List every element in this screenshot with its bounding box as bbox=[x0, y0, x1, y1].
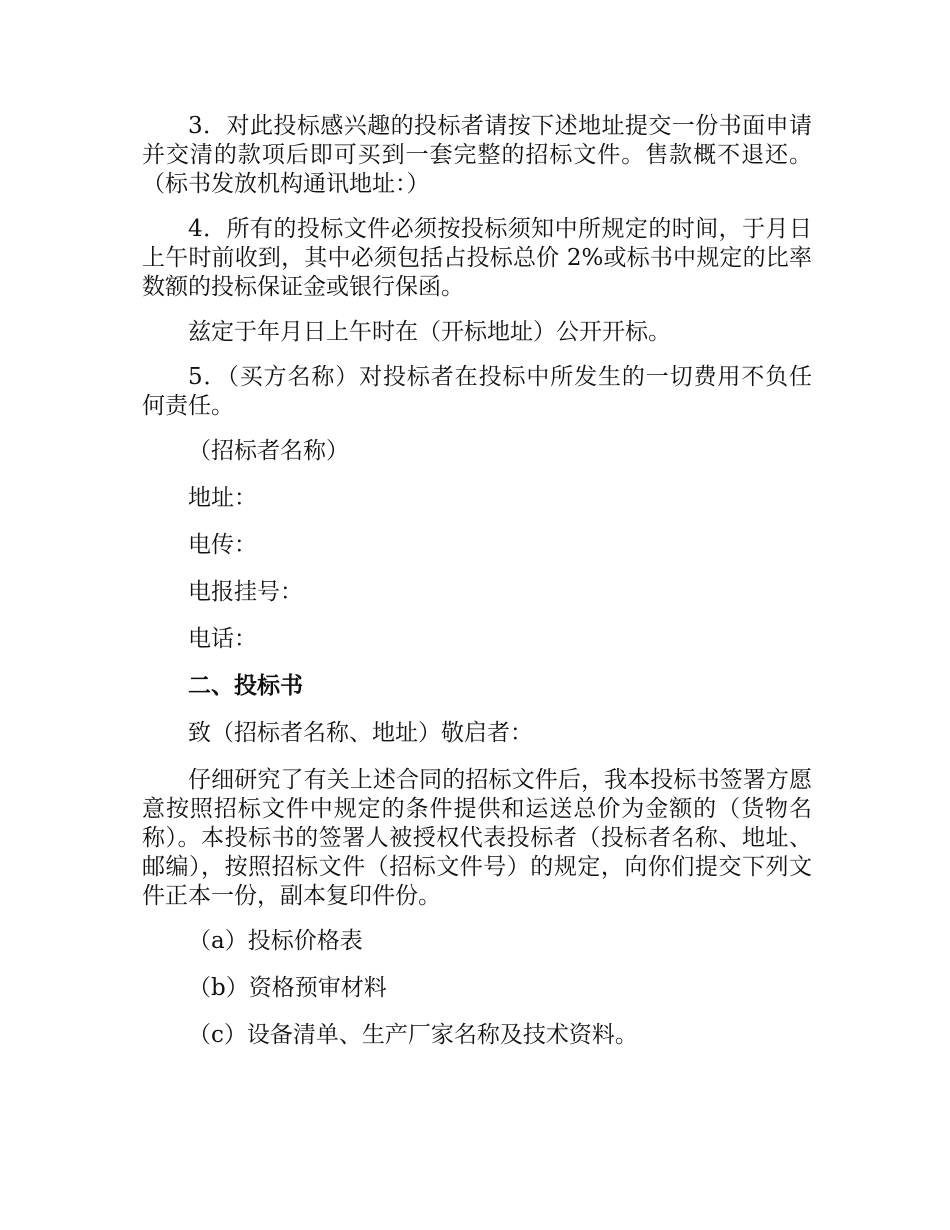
phone-label: 电话： bbox=[188, 626, 257, 652]
opening-notice: 兹定于年月日上午时在（开标地址）公开开标。 bbox=[188, 319, 671, 345]
fax-label: 电传： bbox=[188, 532, 257, 558]
body-paragraph: 仔细研究了有关上述合同的招标文件后，我本投标书签署方愿意按照招标文件中规定的条件提供和运送总价为金额的（货物名称）。本投标书的签署人被授权代表投标者（投标者名称、地址、邮编），按照招标文件（招标文件号）的规定，向你们提交下列文件正本一份，副本复印件份。 bbox=[142, 767, 812, 909]
list-item-a: （a）投标价格表 bbox=[188, 928, 363, 954]
list-item-c: （c）设备清单、生产厂家名称及技术资料。 bbox=[188, 1022, 638, 1048]
list-item-b: （b）资格预审材料 bbox=[188, 975, 387, 1001]
section-heading: 二、投标书 bbox=[188, 673, 303, 699]
paragraph-5: 5．（买方名称）对投标者在投标中所发生的一切费用不负任何责任。 bbox=[142, 364, 812, 419]
document-body bbox=[142, 112, 812, 1068]
salutation: 致（招标者名称、地址）敬启者： bbox=[188, 720, 533, 746]
paragraph-4: 4．所有的投标文件必须按投标须知中所规定的时间，于月日上午时前收到，其中必须包括占投标总价 2%或标书中规定的比率数额的投标保证金或银行保函。 bbox=[142, 216, 812, 300]
paragraph-3: 3．对此投标感兴趣的投标者请按下述地址提交一份书面申请并交清的款项后即可买到一套完整的招标文件。售款概不退还。（标书发放机构通讯地址：） bbox=[142, 113, 812, 197]
issuer-name: （招标者名称） bbox=[188, 438, 349, 464]
address-label: 地址： bbox=[188, 485, 257, 511]
telegraph-label: 电报挂号： bbox=[188, 579, 303, 605]
